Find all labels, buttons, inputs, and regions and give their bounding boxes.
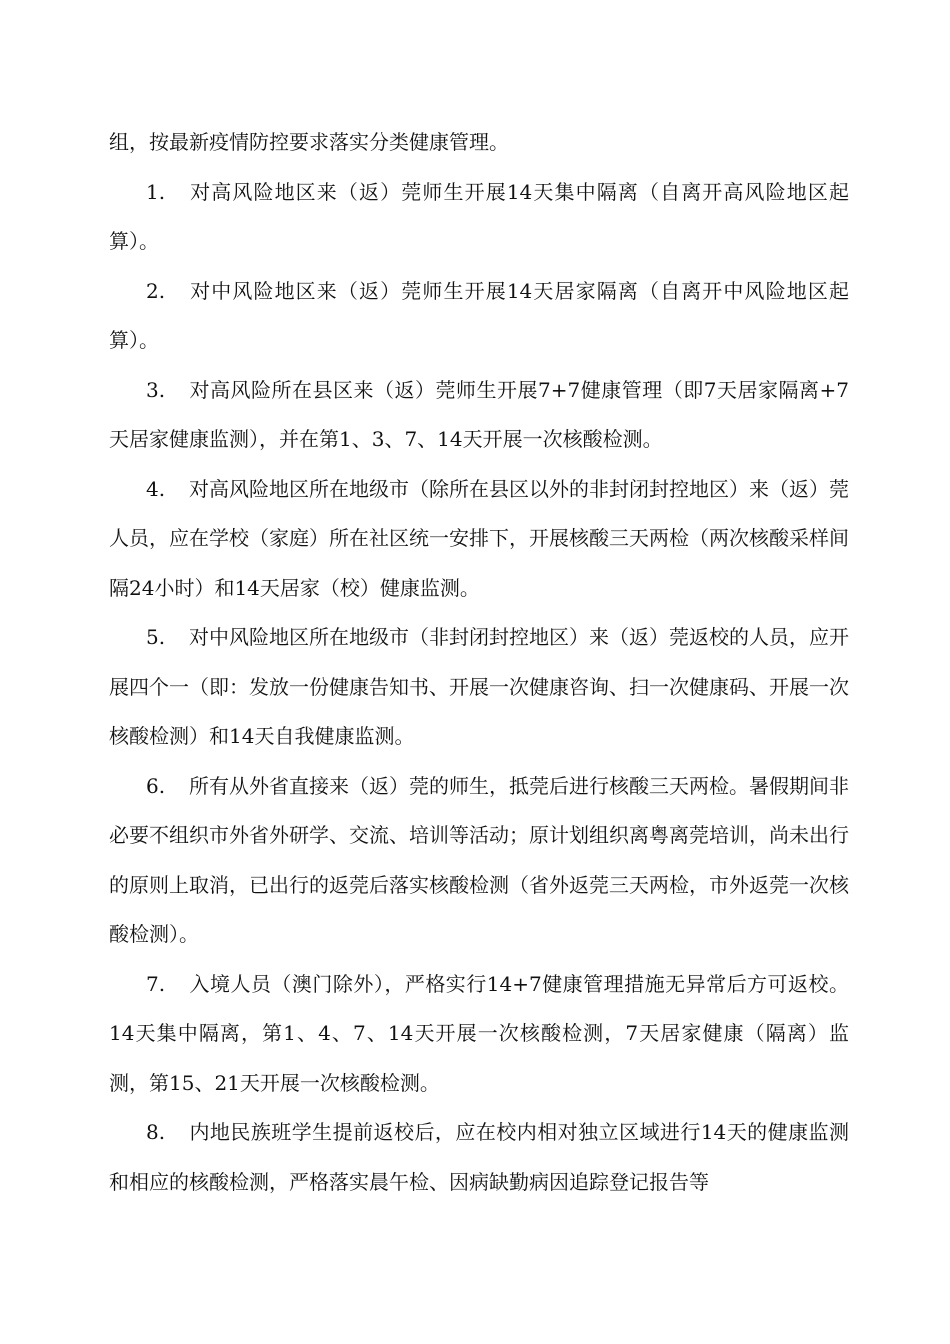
list-item-6 [109, 762, 849, 960]
list-item-number: 1. [146, 179, 166, 204]
list-item-text: 对高风险所在县区来（返）莞师生开展7+7健康管理（即7天居家隔离+7天居家健康监测），并在第1、3、7、14天开展一次核酸检测。 [109, 377, 849, 451]
list-item-text: 对中风险地区所在地级市（非封闭封控地区）来（返）莞返校的人员，应开展四个一（即：发放一份健康告知书、开展一次健康咨询、扫一次健康码、开展一次核酸检测）和14天自我健康监测。 [109, 625, 849, 748]
list-item-number: 7. [146, 971, 166, 996]
intro-continuation: 组，按最新疫情防控要求落实分类健康管理。 [109, 130, 509, 154]
list-item-2 [109, 267, 849, 366]
list-item-number: 2. [146, 278, 166, 303]
list-item-number: 3. [146, 377, 166, 402]
document-body [109, 118, 849, 1207]
list-item-text: 入境人员（澳门除外），严格实行14+7健康管理措施无异常后方可返校。14天集中隔离，第1、4、7、14天开展一次核酸检测，7天居家健康（隔离）监测，第15、21天开展一次核酸检测。 [109, 971, 849, 1095]
list-item-text: 内地民族班学生提前返校后，应在校内相对独立区域进行14天的健康监测和相应的核酸检测，严格落实晨午检、因病缺勤病因追踪登记报告等 [109, 1120, 849, 1194]
list-item-4 [109, 465, 849, 614]
list-item-text: 对高风险地区所在地级市（除所在县区以外的非封闭封控地区）来（返）莞人员，应在学校（家庭）所在社区统一安排下，开展核酸三天两检（两次核酸采样间隔24小时）和14天居家（校）健康监测。 [109, 476, 849, 600]
list-item-7 [109, 960, 849, 1109]
list-item-number: 4. [146, 476, 166, 501]
list-item-text: 对中风险地区来（返）莞师生开展14天居家隔离（自离开中风险地区起算）。 [109, 278, 849, 352]
list-item-3 [109, 366, 849, 465]
list-item-number: 5. [146, 625, 166, 649]
list-item-text: 对高风险地区来（返）莞师生开展14天集中隔离（自离开高风险地区起算）。 [109, 179, 849, 253]
list-item-8 [109, 1108, 849, 1207]
list-item-5 [109, 613, 849, 762]
list-item-number: 8. [146, 1120, 166, 1144]
list-item-text: 所有从外省直接来（返）莞的师生，抵莞后进行核酸三天两检。暑假期间非必要不组织市外省外研学、交流、培训等活动；原计划组织离粤离莞培训，尚未出行的原则上取消，已出行的返莞后落实核酸检测（省外返莞三天两检，市外返莞一次核酸检测）。 [109, 773, 849, 946]
list-item-number: 6. [146, 773, 166, 798]
list-item-1 [109, 168, 849, 267]
